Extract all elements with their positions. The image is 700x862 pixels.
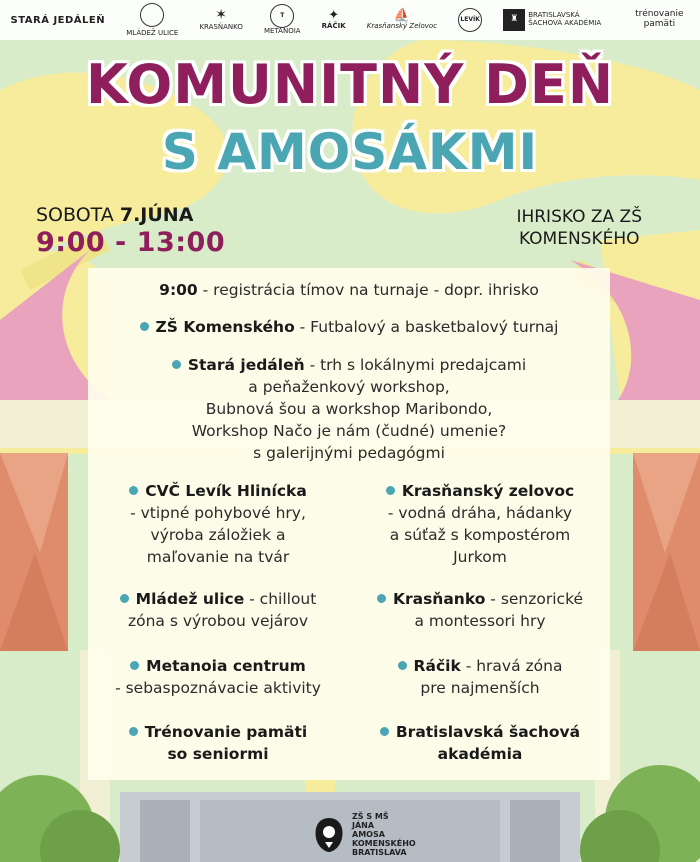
time-label: 9:00 - 13:00 xyxy=(36,226,226,258)
logo-racik xyxy=(322,9,346,31)
place-block xyxy=(516,206,642,250)
mu-name: Mládež ulice xyxy=(135,590,245,608)
kr-line-1 xyxy=(350,588,610,610)
school-emblem-icon xyxy=(312,816,346,854)
logo-sachova-text: BRATISLAVSKÁ ŠACHOVÁ AKADÉMIA xyxy=(528,11,602,27)
program-metanoia xyxy=(88,655,348,699)
sj-line-3: Bubnová šou a workshop Maribondo, xyxy=(205,400,493,418)
logo-racik-text: RÁČIK xyxy=(321,22,346,31)
mu-text-1: - chillout xyxy=(244,590,317,608)
cvc-line-4: maľovanie na tvár xyxy=(146,548,290,566)
kz-line-3: a súťaž s kompostérom xyxy=(389,526,571,544)
ra-line-2: pre najmenších xyxy=(420,679,540,697)
sj-line-2: a peňaženkový workshop, xyxy=(248,378,450,396)
bullet-icon xyxy=(129,486,138,495)
bullet-icon xyxy=(398,661,407,670)
tp-name-1: Trénovanie pamäti xyxy=(144,723,308,741)
program-stara-jedalen xyxy=(88,354,610,464)
dancer-icon: ✶ xyxy=(215,7,228,24)
logo-krasnanko xyxy=(199,8,242,31)
tp-name-2: so seniormi xyxy=(167,745,269,763)
school-logo xyxy=(312,812,416,857)
tp-line-2 xyxy=(88,743,348,765)
logo-krasnansky-zelovoc xyxy=(367,9,437,31)
program-sachova-akademia xyxy=(350,721,610,765)
kr-text-1: - senzorické xyxy=(485,590,584,608)
sj-line-5: s galerijnými pedagógmi xyxy=(253,444,445,462)
kr-line-2: a montessori hry xyxy=(414,612,546,630)
bullet-icon xyxy=(140,322,149,331)
ra-line-1 xyxy=(350,655,610,677)
title-line-2: S AMOSÁKMI xyxy=(161,123,539,181)
kz-line-4: Jurkom xyxy=(453,548,507,566)
school-line-5: BRATISLAVA xyxy=(352,848,407,857)
mc-name: Metanoia centrum xyxy=(146,657,306,675)
program-krasnanko xyxy=(350,588,610,632)
metanoia-icon: T xyxy=(270,4,294,28)
date-line xyxy=(36,204,225,227)
school-line-3: AMOSA xyxy=(352,830,385,839)
kz-line-1 xyxy=(350,480,610,502)
zs-text: - Futbalový a basketbalový turnaj xyxy=(294,318,559,336)
logo-stara-jedalen: STARÁ JEDÁLEŇ xyxy=(10,14,106,26)
logo-metanoia xyxy=(264,4,301,36)
bullet-icon xyxy=(129,727,138,736)
logo-bratislavska-sachova xyxy=(503,9,608,31)
program-trenovanie-pamati xyxy=(88,721,348,765)
ra-name: Ráčik xyxy=(413,657,461,675)
day-label: SOBOTA xyxy=(36,204,114,226)
program-krasnansky-zelovoc xyxy=(350,480,610,568)
cvc-line-2: - vtipné pohybové hry, xyxy=(130,504,306,522)
school-line-1: ZŠ S MŠ xyxy=(352,812,389,821)
logo-mladez-ulice xyxy=(126,3,178,37)
program-registration xyxy=(88,279,610,301)
program-racik xyxy=(350,655,610,699)
school-line-2: JÁNA xyxy=(352,821,375,830)
bullet-icon xyxy=(377,594,386,603)
bs-name-2: akadémia xyxy=(437,745,523,763)
logo-levik xyxy=(458,8,482,32)
sj-line-1 xyxy=(88,354,610,376)
logo-trenovanie-pamati: trénovanie pamäti xyxy=(635,9,684,29)
program-cvc-levik xyxy=(88,480,348,568)
cvc-name: CVČ Levík Hlinícka xyxy=(145,482,307,500)
cvc-line-1 xyxy=(88,480,348,502)
bs-line-1 xyxy=(350,721,610,743)
partner-logo-strip xyxy=(0,0,700,40)
place-line-1: IHRISKO ZA ZŠ xyxy=(516,207,642,227)
bullet-icon xyxy=(130,661,139,670)
registration-text: - registrácia tímov na turnaje - dopr. ihrisko xyxy=(197,281,539,299)
program-panel xyxy=(88,268,610,780)
kr-name: Krasňanko xyxy=(392,590,486,608)
bs-line-2 xyxy=(350,743,610,765)
kz-line-2: - vodná dráha, hádanky xyxy=(387,504,573,522)
sj-name: Stará jedáleň xyxy=(187,356,305,374)
mc-line-1 xyxy=(88,655,348,677)
school-line-4: KOMENSKÉHO xyxy=(352,839,416,848)
mu-line-2: zóna s výrobou vejárov xyxy=(127,612,308,630)
logo-zelovoc-text: Krasňanský Zelovoc xyxy=(366,22,438,31)
school-name xyxy=(352,812,416,857)
cvc-line-3: výroba záložiek a xyxy=(150,526,286,544)
ra-text-1: - hravá zóna xyxy=(460,657,563,675)
mu-line-1 xyxy=(88,588,348,610)
program-zs-komenskeho xyxy=(88,316,610,338)
bullet-icon xyxy=(172,360,181,369)
levik-icon: LEVÍK xyxy=(458,8,482,32)
sj-line-4: Workshop Načo je nám (čudné) umenie? xyxy=(191,422,507,440)
chess-icon: ♜ xyxy=(503,9,525,31)
title-line-1: KOMUNITNÝ DEŇ xyxy=(85,53,615,116)
mc-line-2: - sebaspoznávacie aktivity xyxy=(115,679,321,697)
place-line-2: KOMENSKÉHO xyxy=(518,229,640,250)
bs-name-1: Bratislavská šachová xyxy=(395,723,581,741)
date-label: 7.JÚNA xyxy=(119,204,194,226)
racik-icon: ✦ xyxy=(328,8,340,23)
boat-icon: ⛵ xyxy=(393,8,410,23)
bullet-icon xyxy=(120,594,129,603)
registration-time: 9:00 xyxy=(159,281,198,299)
sj-text-1: - trh s lokálnymi predajcami xyxy=(304,356,527,374)
logo-metanoia-text: METANOIA xyxy=(263,27,301,36)
logo-mladez-ulice-text: MLÁDEŽ ULICE xyxy=(126,28,179,37)
mladez-ulice-icon xyxy=(140,3,164,27)
tp-line-1 xyxy=(88,721,348,743)
bullet-icon xyxy=(380,727,389,736)
zs-name: ZŠ Komenského xyxy=(155,318,295,336)
date-block xyxy=(36,204,225,259)
logo-krasnanko-text: KRASŇANKO xyxy=(199,22,243,31)
bullet-icon xyxy=(386,486,395,495)
kz-name: Krasňanský zelovoc xyxy=(401,482,575,500)
program-mladez-ulice xyxy=(88,588,348,632)
